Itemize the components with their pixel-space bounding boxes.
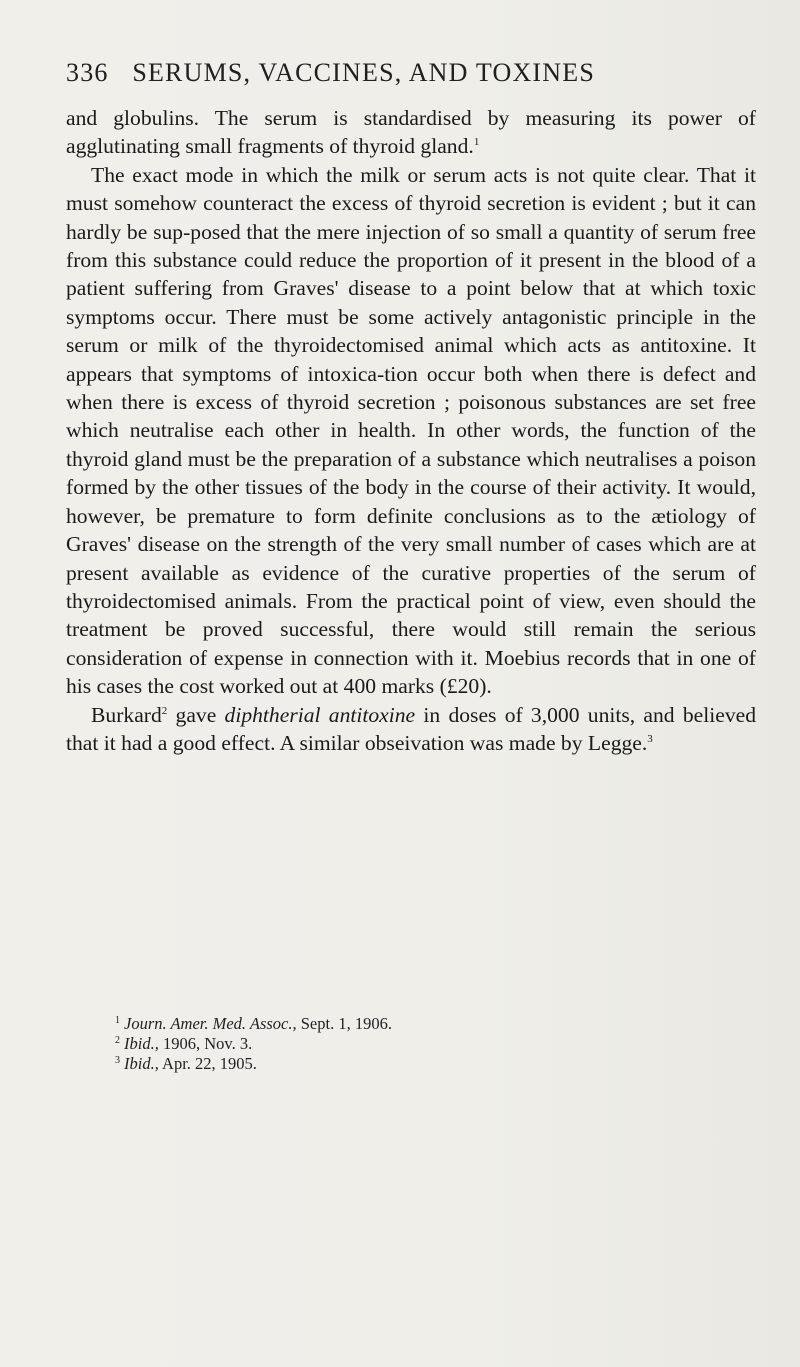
paragraph-text: gave — [167, 702, 225, 727]
footnote — [115, 1034, 715, 1054]
footnote-number: 2 — [115, 1035, 120, 1046]
paragraph — [66, 701, 756, 758]
footnote-detail: Apr. 22, 1905. — [158, 1054, 257, 1073]
author-name: Burkard — [91, 702, 162, 727]
body-text — [66, 104, 756, 757]
running-title: SERUMS, VACCINES, AND TOXINES — [132, 58, 596, 87]
running-header — [66, 58, 756, 88]
footnote-ref: 1 — [473, 136, 480, 149]
italic-term: diphtherial antitoxine — [224, 702, 416, 727]
paragraph-text: in doses of 3,000 units, and believed that it had a good effect. A similar obseivation was made by Legge. — [66, 702, 757, 755]
footnote-source: Journ. Amer. Med. Assoc., — [124, 1014, 297, 1033]
footnote-number: 3 — [115, 1055, 120, 1066]
footnote-detail: 1906, Nov. 3. — [158, 1034, 253, 1053]
footnote — [115, 1054, 715, 1074]
footnote-detail: Sept. 1, 1906. — [296, 1014, 392, 1033]
footnote-source: Ibid., — [124, 1054, 159, 1073]
page-number: 336 — [66, 58, 109, 87]
footnote-ref: 2 — [161, 704, 168, 717]
footnote-source: Ibid., — [124, 1034, 159, 1053]
paragraph-text: and globulins. The serum is standardised by measuring its power of agglutinating small fragments of thyroid gland. — [66, 106, 756, 159]
paragraph — [66, 161, 756, 701]
footnote-ref: 3 — [647, 732, 653, 745]
footnotes — [115, 1014, 715, 1074]
footnote — [115, 1014, 715, 1034]
paragraph-text: The exact mode in which the milk or serum acts is not quite clear. That it must somehow counteract the excess of thyroid secretion is evident ; but it can hardly be sup-posed that the mere injection of so small a quantity of serum free from this substance could reduce the proportion of it present in the blood of a patient suffering from Graves' disease to a point below that at which toxic symptoms occur. There must be some actively antagonistic principle in the serum or milk of the thyroidectomised animal which acts as antitoxine. It appears that symptoms of intoxica-tion occur both when there is defect and when there is excess of thyroid secretion ; poisonous substances are set free which neutralise each other in health. In other words, the function of the thyroid gland must be the preparation of a substance which neutralises a poison formed by the other tissues of the body in the course of their activity. It would, however, be premature to form definite conclusions as to the ætiology of Graves' disease on the strength of the very small number of cases which are at present available as evidence of the curative properties of the serum of thyroidectomised animals. From the practical point of view, even should the treatment be proved successful, there would still remain the serious consideration of expense in connection with it. Moebius records that in one of his cases the cost worked out at 400 marks (£20). — [66, 162, 756, 699]
footnote-number: 1 — [115, 1015, 120, 1026]
paragraph-continued — [66, 104, 756, 161]
